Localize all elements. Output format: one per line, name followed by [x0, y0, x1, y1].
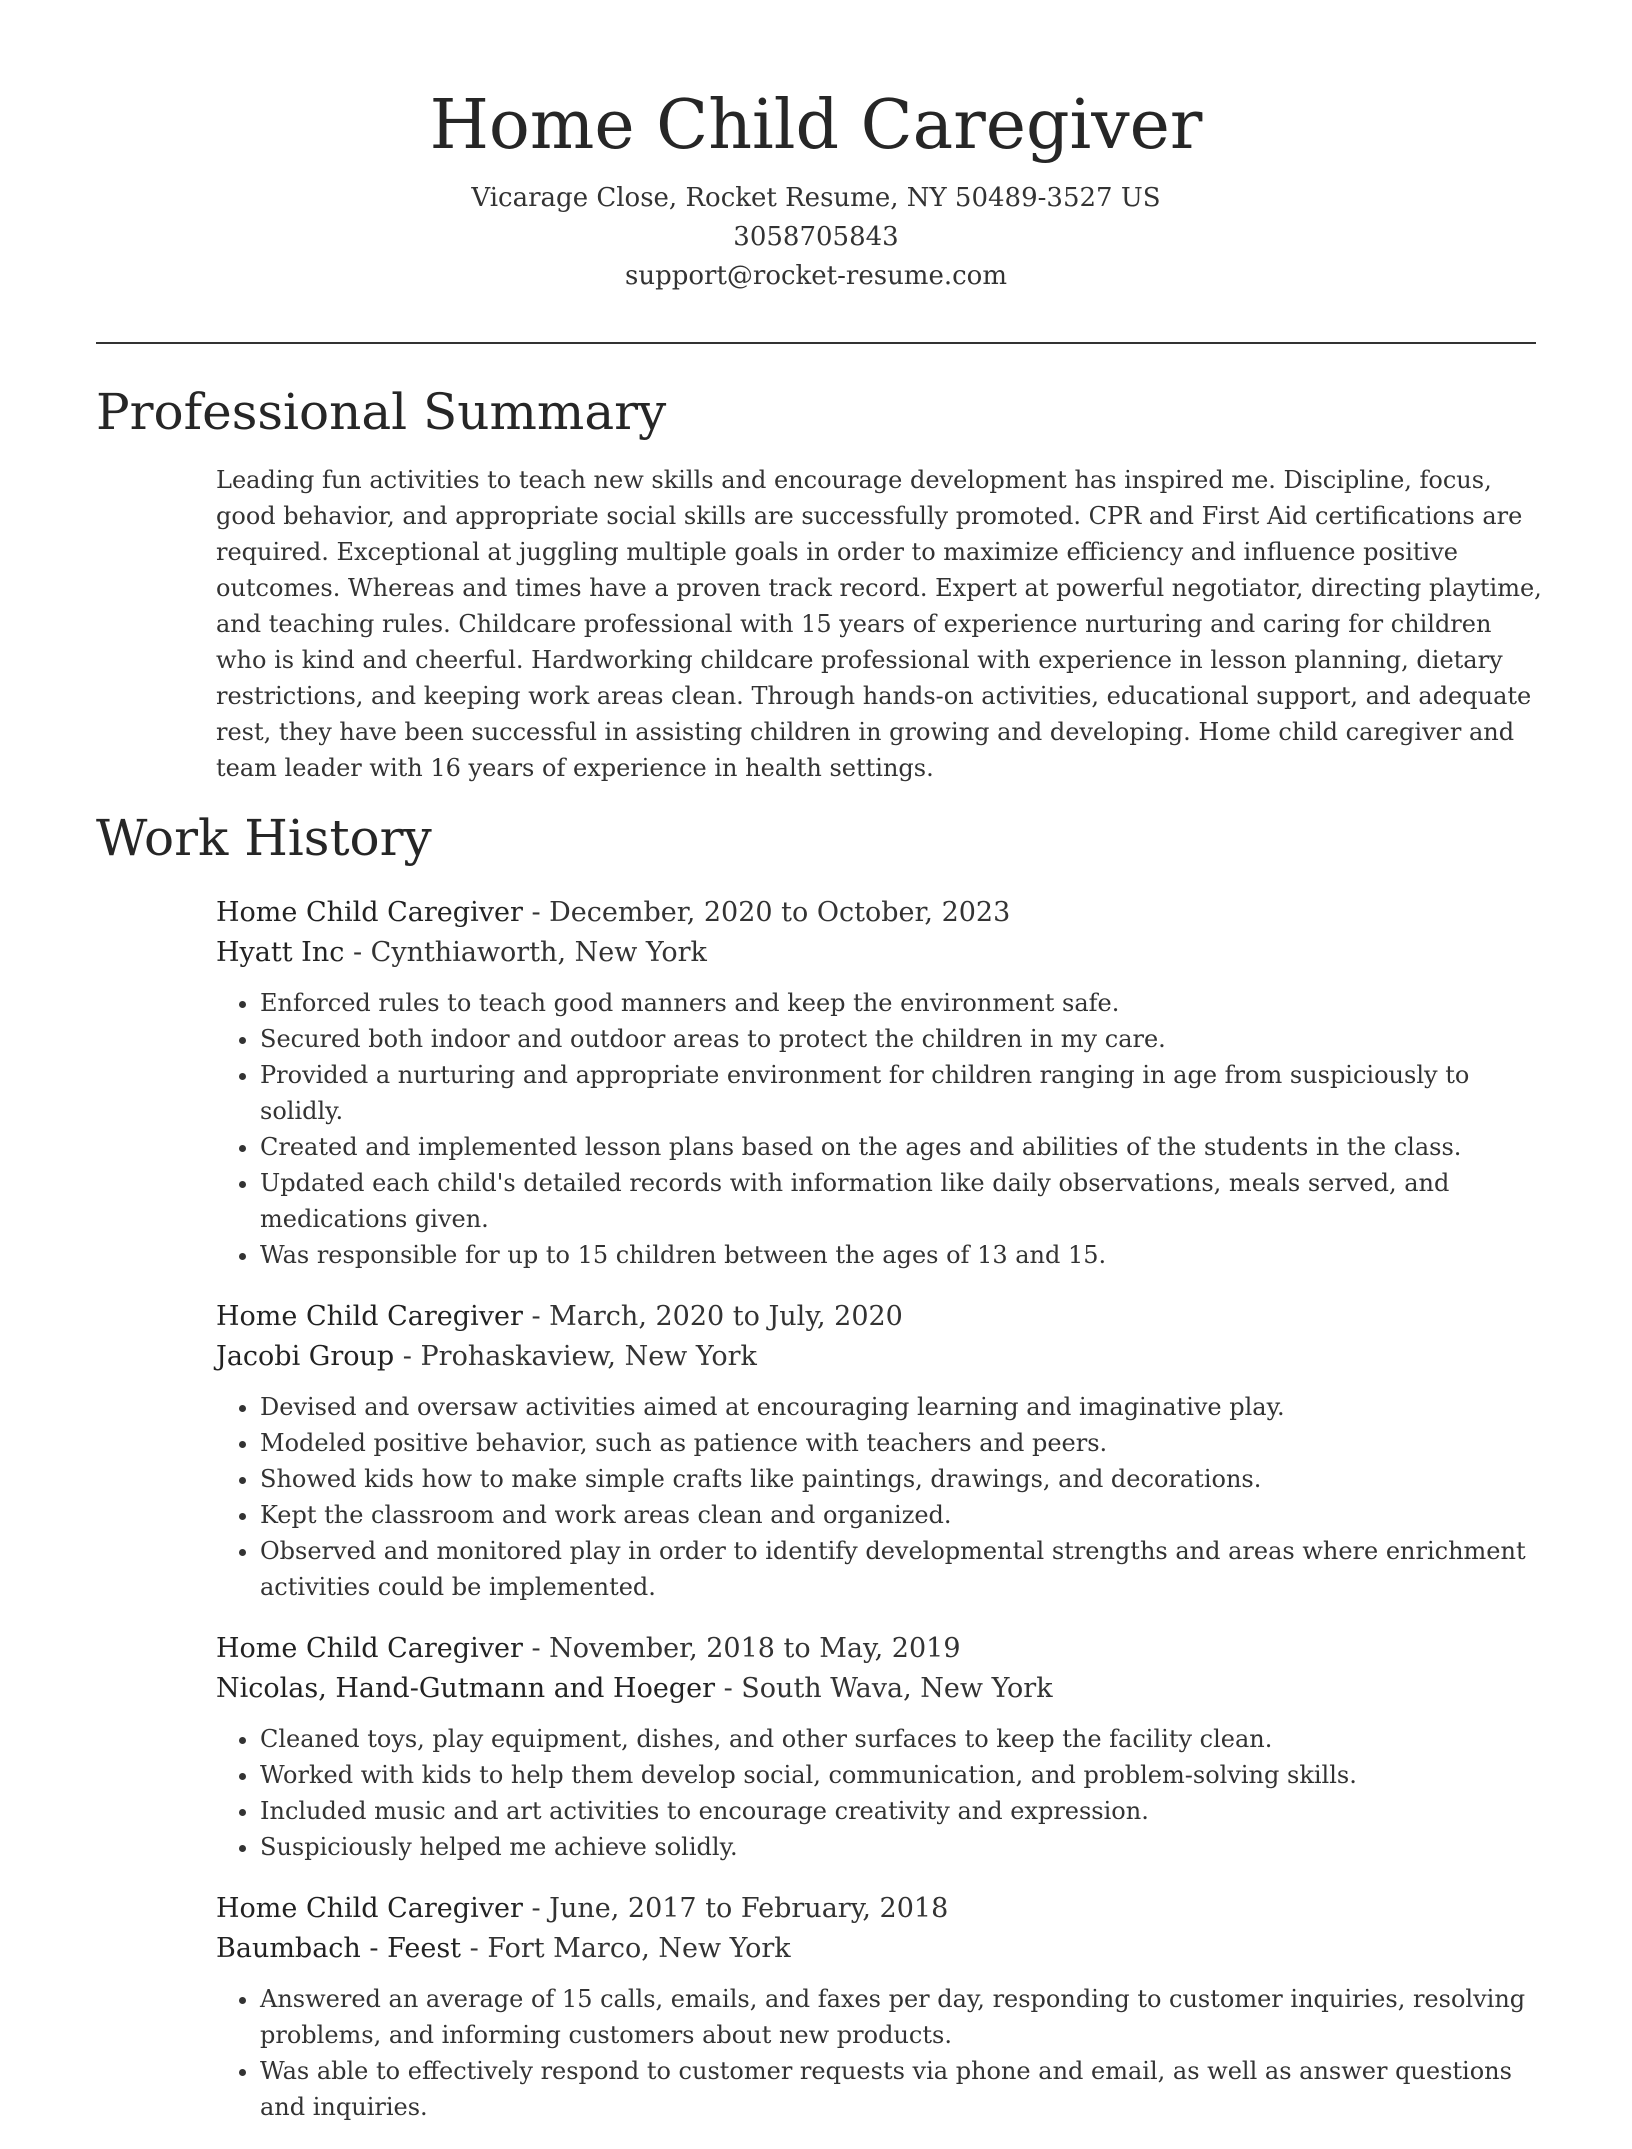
job-company-line: [216, 933, 1542, 973]
job-separator: -: [344, 937, 371, 968]
job-bullet: • Kept the classroom and work areas clean and organized.: [260, 1497, 1542, 1533]
job-company: Jacobi Group: [216, 1341, 395, 1372]
resume-header: [96, 86, 1536, 296]
job-bullet: • Secured both indoor and outdoor areas to protect the children in my care.: [260, 1021, 1542, 1057]
summary-heading: Professional Summary: [96, 383, 667, 441]
summary-text: Leading fun activities to teach new skills and encourage development has inspired me. Discipline, focus, good behavior, and appropriate social skills are successfully promoted. CPR and First Aid certifications are required. Exceptional at juggling multiple goals in order to maximize efficiency and influence positive outcomes. Whereas and times have a proven track record. Expert at powerful negotiator, directing playtime, and teaching rules. Childcare professional with 15 years of experience nurturing and caring for children who is kind and cheerful. Hardworking childcare professional with experience in lesson planning, dietary restrictions, and keeping work areas clean. Through hands-on activities, educational support, and adequate rest, they have been successful in assisting children in growing and developing. Home child caregiver and team leader with 16 years of experience in health settings.: [216, 466, 1542, 782]
job-separator: -: [522, 897, 550, 928]
job-bullet: • Observed and monitored play in order to identify developmental strengths and areas where enrichment activities could be implemented.: [260, 1533, 1542, 1605]
job-bullet: • Was able to effectively respond to customer requests via phone and email, as well as answer questions and inquiries.: [260, 2053, 1542, 2125]
job-bullets: [216, 985, 1542, 1273]
job-title-line: [216, 1889, 1542, 1929]
job-bullets: [216, 1721, 1542, 1865]
work-history-list: [216, 893, 1542, 2149]
contact-phone: 3058705843: [733, 222, 899, 252]
job-company-line: [216, 1669, 1542, 1709]
job-bullet: • Included music and art activities to encourage creativity and expression.: [260, 1793, 1542, 1829]
job-bullets: [216, 1389, 1542, 1605]
job-bullet: • Was responsible for up to 15 children between the ages of 13 and 15.: [260, 1237, 1542, 1273]
job-bullet: • Modeled positive behavior, such as patience with teachers and peers.: [260, 1425, 1542, 1461]
job-company-line: [216, 1337, 1542, 1377]
job-dates: June, 2017 to February, 2018: [549, 1893, 949, 1924]
job-entry: [216, 1629, 1542, 1865]
work-history-heading: Work History: [96, 809, 432, 867]
job-bullet: • Answered an average of 15 calls, emails, and faxes per day, responding to customer inquiries, resolving problems, and informing customers about new products.: [260, 1981, 1542, 2053]
contact-email: support@rocket-resume.com: [624, 261, 1007, 291]
header-divider: [96, 342, 1536, 344]
job-bullet: • Devised and oversaw activities aimed at encouraging learning and imaginative play.: [260, 1389, 1542, 1425]
job-company: Baumbach - Feest: [216, 1933, 462, 1964]
job-dates: November, 2018 to May, 2019: [549, 1633, 961, 1664]
job-location: South Wava, New York: [741, 1673, 1053, 1704]
contact-address: Vicarage Close, Rocket Resume, NY 50489-3527 US: [471, 183, 1161, 213]
job-entry: [216, 1297, 1542, 1605]
job-location: Cynthiaworth, New York: [370, 937, 707, 968]
job-separator: -: [522, 1301, 550, 1332]
job-separator: -: [715, 1673, 742, 1704]
job-bullet: • Suspiciously helped me achieve solidly.: [260, 1829, 1542, 1865]
job-company: Hyatt Inc: [216, 937, 345, 968]
job-role: Home Child Caregiver: [216, 1633, 523, 1664]
job-title-line: [216, 1297, 1542, 1337]
job-role: Home Child Caregiver: [216, 1301, 523, 1332]
job-entry: [216, 893, 1542, 1273]
job-bullet: • Provided a nurturing and appropriate environment for children ranging in age from suspiciously to solidly.: [260, 1057, 1542, 1129]
contact-info: [96, 179, 1536, 296]
job-separator: -: [522, 1633, 550, 1664]
job-role: Home Child Caregiver: [216, 897, 523, 928]
job-bullet: • Cleaned toys, play equipment, dishes, and other surfaces to keep the facility clean.: [260, 1721, 1542, 1757]
job-separator: -: [394, 1341, 421, 1372]
job-bullet: • Created and implemented lesson plans based on the ages and abilities of the students in the class.: [260, 1129, 1542, 1165]
job-bullets: [216, 1981, 1542, 2125]
job-company: Nicolas, Hand-Gutmann and Hoeger: [216, 1673, 715, 1704]
job-bullet: • Updated each child's detailed records with information like daily observations, meals served, and medications given.: [260, 1165, 1542, 1237]
job-separator: -: [461, 1933, 488, 1964]
job-location: Prohaskaview, New York: [420, 1341, 757, 1372]
job-location: Fort Marco, New York: [487, 1933, 791, 1964]
job-bullet: • Showed kids how to make simple crafts like paintings, drawings, and decorations.: [260, 1461, 1542, 1497]
job-entry: [216, 1889, 1542, 2125]
job-title-line: [216, 893, 1542, 933]
job-title-line: [216, 1629, 1542, 1669]
job-bullet: • Worked with kids to help them develop social, communication, and problem-solving skills.: [260, 1757, 1542, 1793]
job-role: Home Child Caregiver: [216, 1893, 523, 1924]
job-dates: December, 2020 to October, 2023: [549, 897, 1011, 928]
job-company-line: [216, 1929, 1542, 1969]
job-separator: -: [522, 1893, 550, 1924]
job-dates: March, 2020 to July, 2020: [549, 1301, 903, 1332]
job-bullet: • Enforced rules to teach good manners and keep the environment safe.: [260, 985, 1542, 1021]
candidate-name: Home Child Caregiver: [429, 86, 1203, 165]
